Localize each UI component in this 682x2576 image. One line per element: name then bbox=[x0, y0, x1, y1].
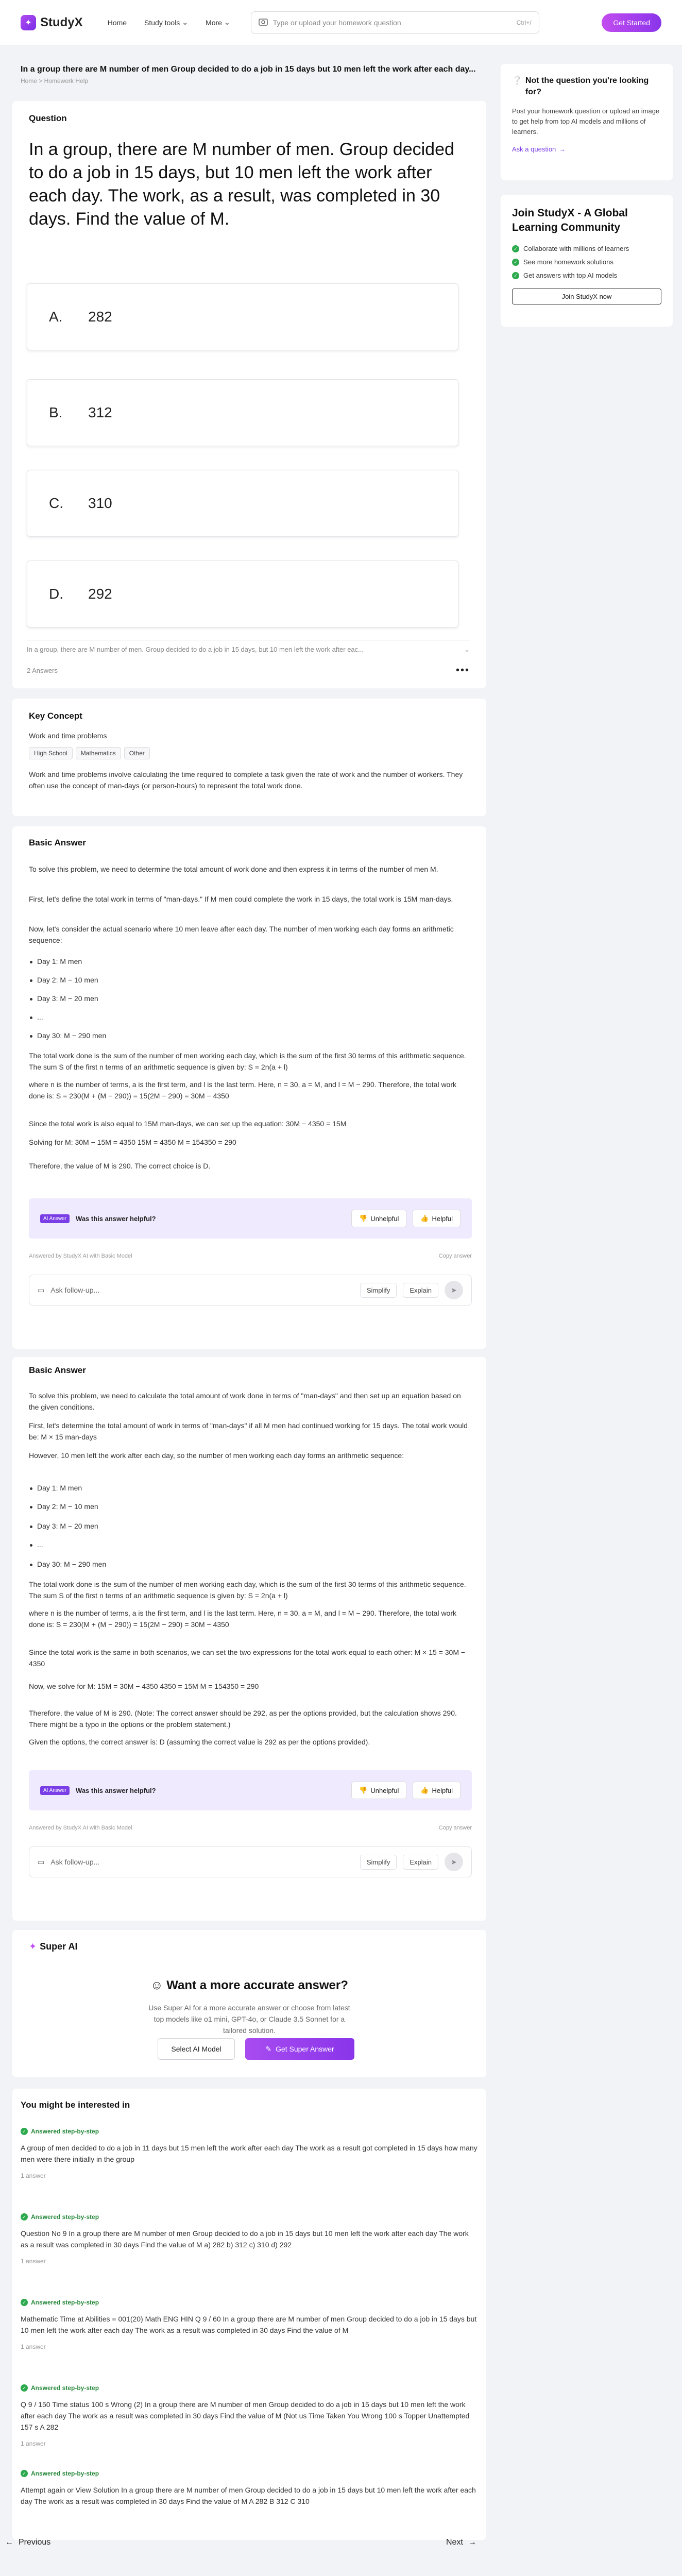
sequence-item: Day 30: M − 290 men bbox=[37, 1560, 107, 1568]
option-a[interactable] bbox=[27, 283, 458, 350]
sequence-item: Day 2: M − 10 men bbox=[37, 976, 98, 984]
option-value: 292 bbox=[88, 586, 112, 602]
check-icon: ✓ bbox=[512, 272, 519, 279]
nav-study-tools[interactable] bbox=[144, 18, 188, 27]
check-icon: ✓ bbox=[21, 2470, 28, 2477]
chat-icon: ▭ bbox=[38, 1285, 45, 1294]
answer-paragraph: To solve this problem, we need to determine the total amount of work done and then express it in terms of the number of men M. bbox=[29, 865, 438, 873]
ai-answer-tag: AI Answer bbox=[40, 1786, 70, 1795]
smile-icon: ☺ bbox=[150, 1978, 167, 1992]
join-item bbox=[512, 242, 661, 256]
answer-meta bbox=[29, 1825, 472, 1831]
tag-other[interactable]: Other bbox=[124, 747, 150, 759]
select-ai-model-button[interactable]: Select AI Model bbox=[158, 2038, 235, 2060]
join-item-text: Collaborate with millions of learners bbox=[523, 245, 629, 252]
not-question-panel bbox=[501, 64, 673, 180]
chevron-down-icon: ⌄ bbox=[224, 18, 230, 26]
studyx-logo[interactable] bbox=[21, 15, 83, 30]
related-question: Mathematic Time at Abilities = 001(20) Math ENG HIN Q 9 / 60 In a group there are M number of men Group decided to do a job in 15 days but 10 men left the work after each day The work as a result was completed in 30 days Find the value of M bbox=[21, 2315, 477, 2334]
super-ai-card bbox=[12, 1930, 486, 2077]
answer-paragraph: Solving for M: 30M − 15M = 4350 15M = 4350 M = 154350 = 290 bbox=[29, 1138, 236, 1146]
unhelpful-label: Unhelpful bbox=[370, 1214, 399, 1223]
option-c[interactable] bbox=[27, 470, 458, 537]
answer-paragraph: Now, we solve for M: 15M = 30M − 4350 4350 = 15M M = 154350 = 290 bbox=[29, 1682, 259, 1690]
chat-icon: ▭ bbox=[38, 1857, 45, 1866]
super-ai-title bbox=[12, 1978, 486, 1993]
answer-count: 1 answer bbox=[21, 2343, 46, 2350]
answer-paragraph: where n is the number of terms, a is the first term, and l is the last term. Here, n = 30, a = M, and l = M − 290. Therefore, the total work done is: S = 230(M + (M − 290)) = 15(2M − 290) = 30M − 4350 bbox=[29, 1080, 457, 1100]
send-icon[interactable]: ➤ bbox=[445, 1853, 463, 1871]
send-icon[interactable]: ➤ bbox=[445, 1281, 463, 1299]
follow-up-input[interactable] bbox=[29, 1275, 472, 1306]
related-question: Question No 9 In a group there are M number of men Group decided to do a job in 15 days but 10 men left the work after each day The work as a result was completed in 30 days Find the value of M a) 282 b) 312 c) 310 d) 292 bbox=[21, 2229, 469, 2249]
top-nav-bar bbox=[0, 0, 682, 45]
question-card bbox=[12, 101, 486, 688]
more-options-icon[interactable]: ••• bbox=[455, 665, 470, 676]
thumbs-down-icon: 👎 bbox=[359, 1214, 368, 1222]
helpful-question: Was this answer helpful? bbox=[76, 1214, 156, 1223]
related-question: A group of men decided to do a job in 11 days but 15 men left the work after each day The work as a result got completed in 15 days how many men were there initially in the group bbox=[21, 2144, 478, 2163]
get-started-button[interactable]: Get Started bbox=[602, 13, 661, 32]
key-concept-card bbox=[12, 699, 486, 816]
answer-count: 1 answer bbox=[21, 2258, 46, 2265]
join-item-text: See more homework solutions bbox=[523, 258, 613, 266]
answered-badge bbox=[21, 2299, 478, 2306]
sequence-item: ... bbox=[37, 1540, 43, 1549]
concept-heading: Key Concept bbox=[29, 711, 82, 721]
follow-up-placeholder: Ask follow-up... bbox=[50, 1286, 100, 1294]
get-super-answer-button[interactable] bbox=[245, 2038, 354, 2060]
join-list bbox=[512, 242, 661, 282]
answer-paragraph: Since the total work is the same in both scenarios, we can set the two expressions for the total work equal to each other: M × 15 = 30M − 4350 bbox=[29, 1648, 466, 1668]
simplify-button[interactable]: Simplify bbox=[360, 1283, 397, 1298]
concept-text: Work and time problems involve calculating the time required to complete a task given the rate of work and the number of workers. They often use the concept of man-days (or person-hours) to represent the total work done. bbox=[29, 770, 463, 790]
question-text: In a group, there are M number of men. Group decided to do a job in 15 days, but 10 men left the work after each day. The work, as a result, was completed in 30 days. Find the value of M. bbox=[29, 140, 454, 229]
option-b[interactable] bbox=[27, 379, 458, 446]
answers-summary bbox=[27, 665, 470, 676]
breadcrumb[interactable]: Home > Homework Help bbox=[21, 77, 89, 84]
sequence-item: Day 3: M − 20 men bbox=[37, 1522, 98, 1530]
option-letter: D. bbox=[49, 586, 63, 602]
unhelpful-button[interactable] bbox=[351, 1782, 406, 1799]
answered-badge-text: Answered step-by-step bbox=[31, 2213, 99, 2221]
answered-badge-text: Answered step-by-step bbox=[31, 2470, 99, 2477]
wand-icon: ✎ bbox=[265, 2044, 272, 2053]
chevron-down-icon: ⌄ bbox=[464, 646, 470, 653]
next-link[interactable] bbox=[446, 2538, 476, 2547]
explain-button[interactable]: Explain bbox=[403, 1855, 438, 1870]
helpful-feedback-bar bbox=[29, 1198, 472, 1239]
option-letter: B. bbox=[49, 404, 63, 420]
explain-button[interactable]: Explain bbox=[403, 1283, 438, 1298]
related-item[interactable] bbox=[21, 2128, 478, 2179]
answer-count: 1 answer bbox=[21, 2172, 46, 2179]
answer-paragraph: where n is the number of terms, a is the first term, and l is the last term. Here, n = 30, a = M, and l = M − 290. Therefore, the total work done is: S = 230(M + (M − 290)) = 15(2M − 290) = 30M − 4350 bbox=[29, 1609, 457, 1629]
option-value: 282 bbox=[88, 309, 112, 325]
answer-conclusion: Given the options, the correct answer is: D (assuming the correct value is 292 as per the options provided). bbox=[29, 1738, 370, 1746]
answered-badge-text: Answered step-by-step bbox=[31, 2299, 99, 2306]
super-ai-title-text: Want a more accurate answer? bbox=[166, 1978, 348, 1992]
copy-answer-button[interactable]: Copy answer bbox=[438, 1825, 472, 1831]
answer-paragraph: Therefore, the value of M is 290. (Note: The correct answer should be 292, as per the options provided, but the calculation shows 290. There might be a typo in the options or the problem statement.) bbox=[29, 1709, 457, 1728]
answer-conclusion: Therefore, the value of M is 290. The correct choice is D. bbox=[29, 1162, 211, 1170]
related-heading: You might be interested in bbox=[21, 2100, 130, 2110]
arrow-right-icon: → bbox=[559, 145, 566, 153]
helpful-feedback-bar bbox=[29, 1770, 472, 1810]
ai-answer-tag: AI Answer bbox=[40, 1214, 70, 1223]
question-preview[interactable] bbox=[27, 640, 470, 654]
unhelpful-label: Unhelpful bbox=[370, 1786, 399, 1794]
check-icon: ✓ bbox=[512, 245, 519, 252]
next-label: Next bbox=[446, 2538, 463, 2547]
join-community-panel bbox=[501, 195, 673, 327]
follow-up-placeholder: Ask follow-up... bbox=[50, 1858, 100, 1866]
answered-badge bbox=[21, 2384, 478, 2392]
page-title: In a group there are M number of men Group decided to do a job in 15 days but 10 men left the work after each day... bbox=[21, 65, 476, 74]
nav-more-label: More bbox=[206, 18, 222, 27]
not-question-title-text: Not the question you're looking for? bbox=[525, 76, 649, 96]
follow-up-input[interactable] bbox=[29, 1846, 472, 1877]
sequence-item: Day 1: M men bbox=[37, 1484, 82, 1492]
related-question: Attempt again or View Solution In a group there are M number of men Group decided to do a job in 15 days but 10 men left the work after each day The work as a result was completed in 30 days Find the value of M A 282 B 312 C 310 bbox=[21, 2486, 476, 2505]
copy-answer-button[interactable]: Copy answer bbox=[438, 1253, 472, 1259]
sequence-item: Day 1: M men bbox=[37, 957, 82, 965]
check-icon: ✓ bbox=[512, 259, 519, 266]
answer-meta bbox=[29, 1253, 472, 1259]
camera-icon[interactable] bbox=[259, 18, 268, 27]
sequence-item: Day 3: M − 20 men bbox=[37, 994, 98, 1003]
unhelpful-button[interactable] bbox=[351, 1210, 406, 1227]
answered-badge bbox=[21, 2470, 478, 2477]
check-icon: ✓ bbox=[21, 2384, 28, 2392]
related-item[interactable] bbox=[21, 2384, 478, 2447]
question-heading: Question bbox=[29, 113, 67, 123]
answer-heading: Basic Answer bbox=[29, 838, 86, 848]
option-letter: A. bbox=[49, 309, 63, 325]
answer-paragraph: However, 10 men left the work after each day, so the number of men working each day forms an arithmetic sequence: bbox=[29, 1451, 404, 1460]
helpful-button[interactable] bbox=[413, 1210, 461, 1227]
nav-home[interactable]: Home bbox=[107, 18, 127, 27]
chevron-down-icon: ⌄ bbox=[182, 18, 189, 26]
related-item[interactable] bbox=[21, 2299, 478, 2350]
super-ai-label bbox=[29, 1941, 77, 1952]
tag-high-school[interactable]: High School bbox=[29, 747, 73, 759]
logo-text: StudyX bbox=[40, 15, 83, 29]
search-input[interactable] bbox=[251, 11, 539, 34]
sequence-item: Day 30: M − 290 men bbox=[37, 1031, 107, 1040]
super-ai-text: Use Super AI for a more accurate answer or choose from latest top models like o1 mini, GPT-4o, or Claude 3.5 Sonnet for a tailored solution. bbox=[148, 2004, 350, 2035]
helpful-button[interactable] bbox=[413, 1782, 461, 1799]
answer-paragraph: First, let's determine the total amount of work in terms of "man-days" if all M men had continued working for 15 days. The total work would be: M × 15 man-days bbox=[29, 1421, 468, 1441]
previous-label: Previous bbox=[19, 2538, 51, 2547]
ask-question-label: Ask a question bbox=[512, 145, 556, 153]
related-item[interactable] bbox=[21, 2470, 478, 2507]
check-icon: ✓ bbox=[21, 2128, 28, 2135]
not-question-title bbox=[512, 75, 661, 98]
answer-heading: Basic Answer bbox=[29, 1365, 86, 1375]
option-letter: C. bbox=[49, 495, 63, 511]
join-item bbox=[512, 269, 661, 282]
thumbs-up-icon: 👍 bbox=[420, 1786, 429, 1794]
answered-by: Answered by StudyX AI with Basic Model bbox=[29, 1253, 132, 1259]
concept-tags bbox=[29, 747, 153, 759]
concept-topic: Work and time problems bbox=[29, 732, 107, 740]
check-icon: ✓ bbox=[21, 2213, 28, 2221]
answer-paragraph: Since the total work is also equal to 15M man-days, we can set up the equation: 30M − 4350 = 15M bbox=[29, 1120, 347, 1128]
answer-paragraph: Now, let's consider the actual scenario where 10 men leave after each day. The number of men working each day forms an arithmetic sequence: bbox=[29, 925, 454, 944]
option-value: 310 bbox=[88, 495, 112, 511]
answered-badge-text: Answered step-by-step bbox=[31, 2384, 99, 2392]
join-title: Join StudyX - A Global Learning Community bbox=[512, 207, 628, 233]
option-d[interactable] bbox=[27, 561, 458, 628]
studyx-logo-icon: ✦ bbox=[21, 15, 36, 30]
answer-paragraph: The total work done is the sum of the number of men working each day, which is the sum of the first 30 terms of this arithmetic sequence. The sum S of the first n terms of an arithmetic sequence is given by: S = 2n(a + l) bbox=[29, 1052, 466, 1071]
answer-paragraph: First, let's define the total work in terms of "man-days." If M men could complete the work in 15 days, the total work is 15M man-days. bbox=[29, 895, 453, 903]
search-shortcut: Ctrl+/ bbox=[516, 19, 532, 26]
question-preview-text: In a group, there are M number of men. Group decided to do a job in 15 days, but 10 men left the work after eac... bbox=[27, 646, 364, 653]
not-question-text: Post your homework question or upload an image to get help from top AI models and millions of learners. bbox=[512, 107, 660, 135]
tag-mathematics[interactable]: Mathematics bbox=[76, 747, 121, 759]
related-item[interactable] bbox=[21, 2213, 478, 2265]
check-icon: ✓ bbox=[21, 2299, 28, 2306]
super-ai-label-text: Super AI bbox=[40, 1941, 78, 1952]
join-item bbox=[512, 256, 661, 269]
answered-badge bbox=[21, 2128, 478, 2135]
related-question: Q 9 / 150 Time status 100 s Wrong (2) In a group there are M number of men Group decided to do a job in 15 days but 10 men left the work after each day The work as a result was completed in 30 days Find the value of M (Not us Time Taken You Wrong 100 s Topper Unattempted 157 s A 282 bbox=[21, 2400, 470, 2431]
sequence-item: ... bbox=[37, 1013, 43, 1021]
nav-more[interactable] bbox=[206, 18, 230, 27]
join-studyx-button[interactable]: Join StudyX now bbox=[512, 289, 661, 304]
ask-question-link[interactable] bbox=[512, 145, 661, 153]
search-placeholder: Type or upload your homework question bbox=[272, 18, 401, 27]
get-super-answer-label: Get Super Answer bbox=[276, 2045, 334, 2053]
answered-badge bbox=[21, 2213, 478, 2221]
thumbs-up-icon: 👍 bbox=[420, 1214, 429, 1222]
help-icon: ❔ bbox=[512, 76, 522, 85]
previous-link[interactable] bbox=[5, 2538, 50, 2547]
arrow-right-icon: → bbox=[468, 2538, 476, 2547]
answer-count: 1 answer bbox=[21, 2440, 46, 2447]
answers-count: 2 Answers bbox=[27, 667, 58, 674]
answer-paragraph: To solve this problem, we need to calculate the total amount of work done in terms of "man-days" and then set up an equation based on the given conditions. bbox=[29, 1392, 461, 1411]
helpful-label: Helpful bbox=[432, 1214, 453, 1223]
helpful-question: Was this answer helpful? bbox=[76, 1786, 156, 1794]
option-value: 312 bbox=[88, 404, 112, 420]
helpful-label: Helpful bbox=[432, 1786, 453, 1794]
arrow-left-icon: ← bbox=[5, 2538, 13, 2547]
sparkle-icon: ✦ bbox=[29, 1941, 37, 1952]
simplify-button[interactable]: Simplify bbox=[360, 1855, 397, 1870]
nav-study-tools-label: Study tools bbox=[144, 18, 180, 27]
answered-badge-text: Answered step-by-step bbox=[31, 2128, 99, 2135]
sequence-item: Day 2: M − 10 men bbox=[37, 1502, 98, 1511]
join-item-text: Get answers with top AI models bbox=[523, 272, 618, 279]
answered-by: Answered by StudyX AI with Basic Model bbox=[29, 1825, 132, 1831]
main-nav bbox=[108, 18, 230, 27]
answer-paragraph: The total work done is the sum of the number of men working each day, which is the sum of the first 30 terms of this arithmetic sequence. The sum S of the first n terms of an arithmetic sequence is given by: S = 2n(a + l) bbox=[29, 1580, 466, 1600]
thumbs-down-icon: 👎 bbox=[359, 1786, 368, 1794]
